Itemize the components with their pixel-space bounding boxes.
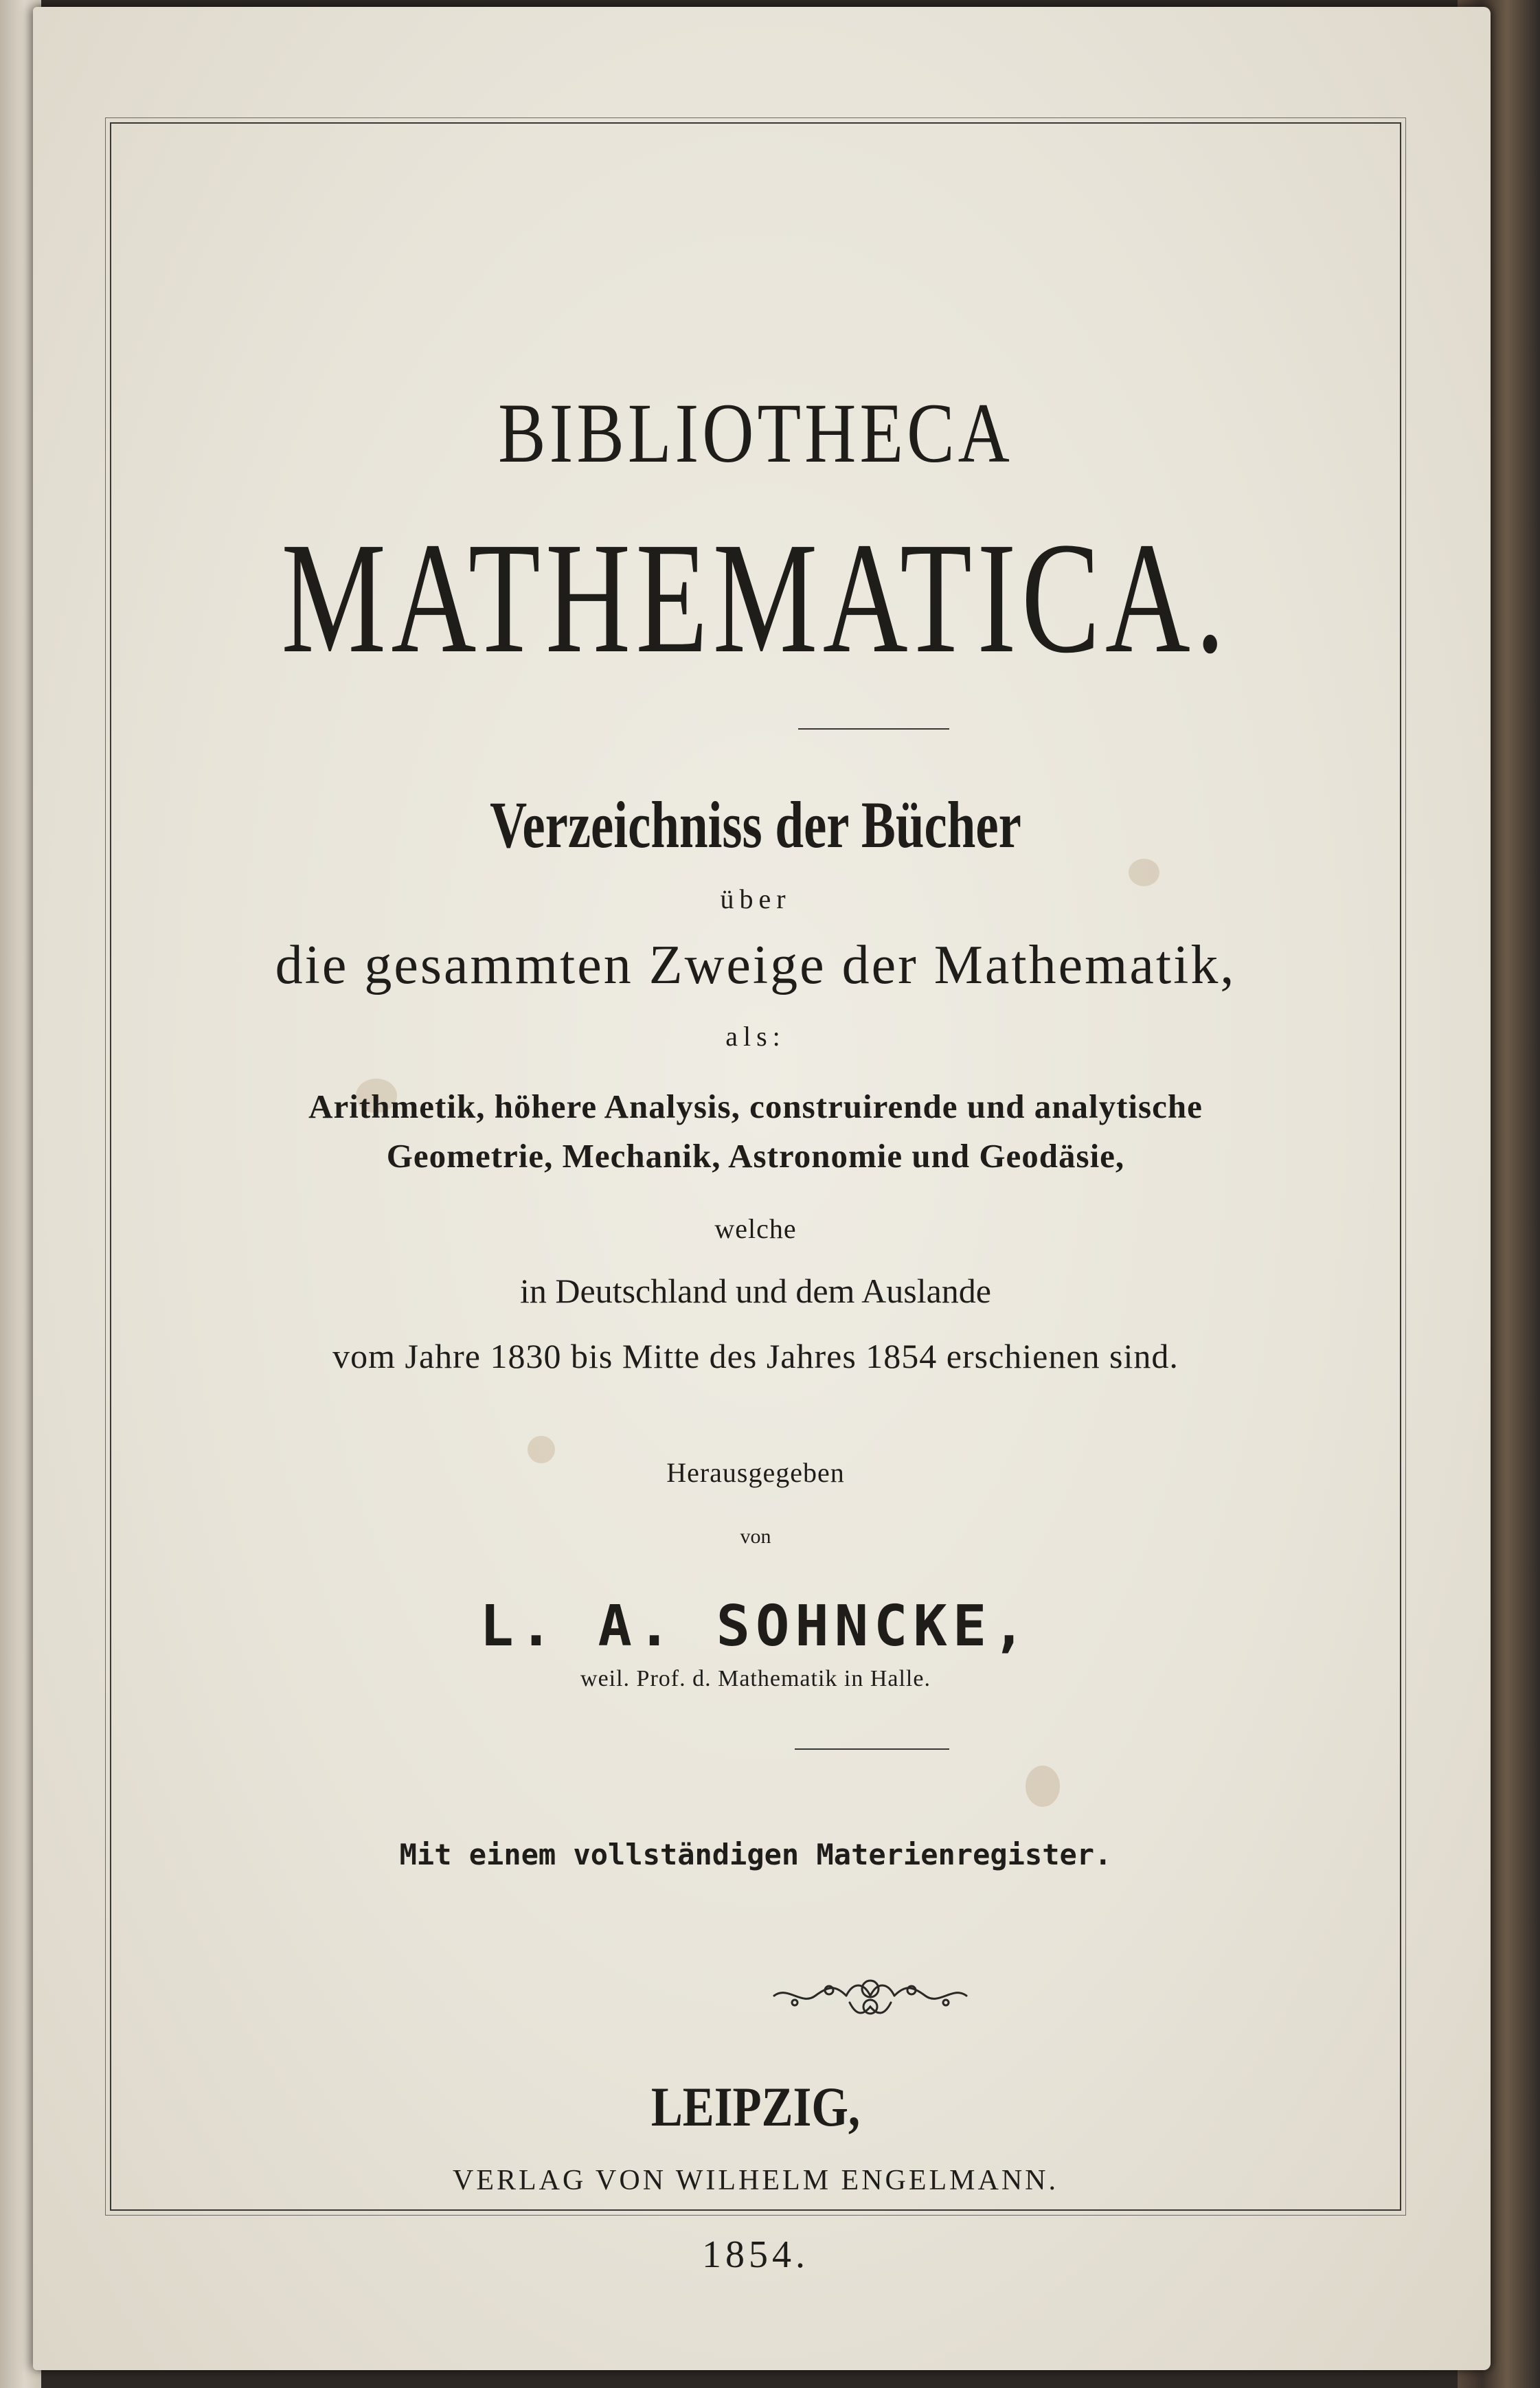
imprint-place: LEIPZIG, xyxy=(650,2075,861,2138)
von-label: von xyxy=(740,1525,771,1548)
border-frame xyxy=(110,122,1401,2276)
connector-welche: welche xyxy=(714,1213,797,1244)
connector-ueber: über xyxy=(720,883,791,914)
register-note: Mit einem vollständigen Materienregister. xyxy=(399,1838,1112,1871)
title-line-1: BIBLIOTHECA xyxy=(498,386,1013,480)
ornament-flourish-icon xyxy=(767,1968,973,2023)
author-affiliation: weil. Prof. d. Mathematik in Halle. xyxy=(580,1666,931,1691)
origin-line: in Deutschland und dem Auslande xyxy=(520,1272,991,1310)
divider-rule xyxy=(798,728,949,730)
imprint-publisher: VERLAG VON WILHELM ENGELMANN. xyxy=(452,2165,1059,2196)
title-page xyxy=(33,7,1491,2370)
fields-list xyxy=(111,1082,1400,1181)
fields-line: Geometrie, Mechanik, Astronomie und Geodäsie, xyxy=(386,1137,1125,1175)
edited-by-label: Herausgegeben xyxy=(666,1457,845,1488)
author-name: L. A. SOHNCKE, xyxy=(479,1594,1032,1659)
period-line: vom Jahre 1830 bis Mitte des Jahres 1854 erschienen sind. xyxy=(332,1337,1179,1375)
scope-line: die gesammten Zweige der Mathematik, xyxy=(275,935,1236,995)
divider-rule xyxy=(795,1748,949,1750)
subtitle: Verzeichniss der Bücher xyxy=(490,788,1021,861)
connector-als: als: xyxy=(725,1021,786,1052)
title-line-2: MATHEMATICA. xyxy=(281,510,1230,686)
imprint-year: 1854. xyxy=(702,2233,809,2276)
fields-line: Arithmetik, höhere Analysis, construirende und analytische xyxy=(308,1088,1203,1125)
